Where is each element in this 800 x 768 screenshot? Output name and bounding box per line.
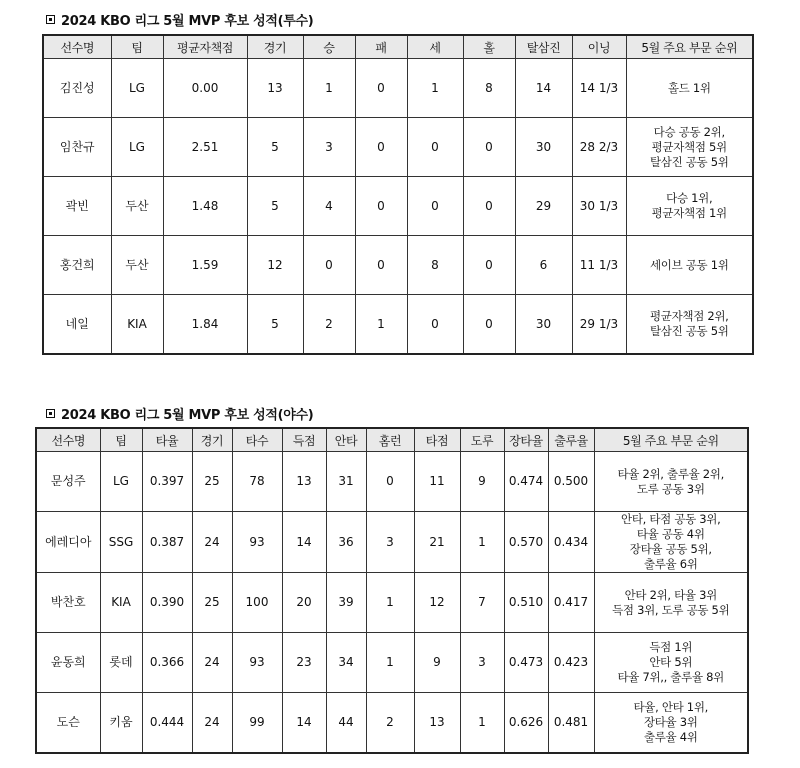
table-row [43, 177, 753, 236]
table-row [43, 118, 753, 177]
table-row [43, 59, 753, 118]
table-cell: 0.423 [548, 633, 594, 693]
table-cell: 0 [355, 177, 407, 236]
table-row [43, 236, 753, 295]
table-cell: 14 [282, 693, 326, 754]
table-cell: 곽빈 [43, 177, 111, 236]
table-cell: 0.626 [504, 693, 548, 754]
col-header: 도루 [460, 428, 504, 452]
col-header: 세 [407, 35, 463, 59]
rank-cell: 타율 2위, 출루율 2위, 도루 공동 3위 [594, 452, 748, 512]
col-header: 5월 주요 부문 순위 [594, 428, 748, 452]
table-cell: 0 [355, 59, 407, 118]
table-cell: 24 [192, 693, 232, 754]
table-cell: 0 [407, 295, 463, 355]
table-cell: 3 [460, 633, 504, 693]
table-cell: 0.510 [504, 573, 548, 633]
col-header: 타점 [414, 428, 460, 452]
table-cell: 1.59 [163, 236, 247, 295]
table-cell: 네일 [43, 295, 111, 355]
table-cell: 롯데 [100, 633, 142, 693]
table-cell: LG [111, 59, 163, 118]
col-header: 승 [303, 35, 355, 59]
table-cell: KIA [100, 573, 142, 633]
table-cell: 0.434 [548, 512, 594, 573]
table-cell: 30 [515, 295, 572, 355]
table-cell: 두산 [111, 236, 163, 295]
col-header: 평균자책점 [163, 35, 247, 59]
table-cell: 23 [282, 633, 326, 693]
table-row [43, 295, 753, 355]
col-header: 경기 [192, 428, 232, 452]
col-header: 선수명 [36, 428, 100, 452]
square-bullet-icon [46, 15, 55, 24]
table-cell: 30 1/3 [572, 177, 626, 236]
table-cell: 39 [326, 573, 366, 633]
table-cell: 0.397 [142, 452, 192, 512]
table-cell: LG [111, 118, 163, 177]
table-cell: 1 [407, 59, 463, 118]
col-header: 선수명 [43, 35, 111, 59]
table-row [36, 512, 748, 573]
table-cell: 0 [463, 118, 515, 177]
table-cell: 0 [366, 452, 414, 512]
table-cell: 99 [232, 693, 282, 754]
batter-title-text: 2024 KBO 리그 5월 MVP 후보 성적(야수) [61, 408, 314, 423]
table-cell: 박찬호 [36, 573, 100, 633]
rank-cell: 평균자책점 2위, 탈삼진 공동 5위 [626, 295, 753, 355]
pitcher-table-header [43, 35, 753, 59]
table-cell: 0 [355, 236, 407, 295]
table-cell: SSG [100, 512, 142, 573]
table-cell: 31 [326, 452, 366, 512]
table-cell: 5 [247, 295, 303, 355]
table-cell: 3 [366, 512, 414, 573]
table-cell: 0.570 [504, 512, 548, 573]
table-cell: 25 [192, 573, 232, 633]
table-cell: 12 [414, 573, 460, 633]
table-cell: 13 [247, 59, 303, 118]
col-header: 탈삼진 [515, 35, 572, 59]
col-header: 경기 [247, 35, 303, 59]
table-cell: 0 [407, 177, 463, 236]
col-header: 안타 [326, 428, 366, 452]
pitcher-section-title [46, 10, 313, 29]
batter-stats-table [35, 427, 749, 754]
rank-cell: 다승 1위, 평균자책점 1위 [626, 177, 753, 236]
table-cell: 8 [463, 59, 515, 118]
col-header: 팀 [100, 428, 142, 452]
table-cell: 2 [366, 693, 414, 754]
table-cell: 키움 [100, 693, 142, 754]
table-cell: 5 [247, 177, 303, 236]
rank-cell: 다승 공동 2위, 평균자책점 5위 탈삼진 공동 5위 [626, 118, 753, 177]
table-cell: 문성주 [36, 452, 100, 512]
table-row [36, 573, 748, 633]
table-cell: 2 [303, 295, 355, 355]
col-header: 패 [355, 35, 407, 59]
table-cell: 에레디아 [36, 512, 100, 573]
table-cell: 2.51 [163, 118, 247, 177]
col-header: 홀 [463, 35, 515, 59]
pitcher-title-text: 2024 KBO 리그 5월 MVP 후보 성적(투수) [61, 14, 314, 29]
rank-cell: 득점 1위 안타 5위 타율 7위,, 출루율 8위 [594, 633, 748, 693]
table-cell: 9 [460, 452, 504, 512]
rank-cell: 타율, 안타 1위, 장타율 3위 출루율 4위 [594, 693, 748, 754]
table-cell: 0.444 [142, 693, 192, 754]
table-row [36, 633, 748, 693]
table-cell: 홍건희 [43, 236, 111, 295]
table-cell: 1 [366, 573, 414, 633]
table-cell: 1.84 [163, 295, 247, 355]
table-cell: 0.481 [548, 693, 594, 754]
col-header: 장타율 [504, 428, 548, 452]
table-cell: 0.500 [548, 452, 594, 512]
rank-cell: 안타, 타점 공동 3위, 타율 공동 4위 장타율 공동 5위, 출루율 6위 [594, 512, 748, 573]
table-cell: 8 [407, 236, 463, 295]
table-cell: 13 [414, 693, 460, 754]
table-cell: 24 [192, 512, 232, 573]
table-cell: 1 [460, 693, 504, 754]
table-row [36, 693, 748, 754]
table-cell: 14 1/3 [572, 59, 626, 118]
table-cell: 1 [355, 295, 407, 355]
table-cell: 13 [282, 452, 326, 512]
table-cell: 29 1/3 [572, 295, 626, 355]
table-cell: LG [100, 452, 142, 512]
table-cell: 11 [414, 452, 460, 512]
table-cell: 1 [460, 512, 504, 573]
table-cell: 25 [192, 452, 232, 512]
table-cell: 34 [326, 633, 366, 693]
col-header: 이닝 [572, 35, 626, 59]
table-cell: 30 [515, 118, 572, 177]
col-header: 홈런 [366, 428, 414, 452]
col-header: 타수 [232, 428, 282, 452]
table-cell: 0.473 [504, 633, 548, 693]
table-cell: KIA [111, 295, 163, 355]
col-header: 출루율 [548, 428, 594, 452]
table-cell: 0 [407, 118, 463, 177]
table-cell: 0.00 [163, 59, 247, 118]
table-cell: 0 [463, 177, 515, 236]
table-cell: 14 [515, 59, 572, 118]
table-cell: 0 [355, 118, 407, 177]
table-cell: 44 [326, 693, 366, 754]
table-cell: 도슨 [36, 693, 100, 754]
table-cell: 12 [247, 236, 303, 295]
table-cell: 6 [515, 236, 572, 295]
table-cell: 1.48 [163, 177, 247, 236]
table-cell: 0.390 [142, 573, 192, 633]
square-bullet-icon [46, 409, 55, 418]
rank-cell: 세이브 공동 1위 [626, 236, 753, 295]
table-cell: 김진성 [43, 59, 111, 118]
table-cell: 11 1/3 [572, 236, 626, 295]
table-cell: 4 [303, 177, 355, 236]
col-header: 득점 [282, 428, 326, 452]
table-cell: 1 [303, 59, 355, 118]
table-cell: 20 [282, 573, 326, 633]
table-cell: 0.474 [504, 452, 548, 512]
table-cell: 두산 [111, 177, 163, 236]
table-cell: 29 [515, 177, 572, 236]
table-cell: 9 [414, 633, 460, 693]
table-cell: 0 [303, 236, 355, 295]
table-cell: 0.387 [142, 512, 192, 573]
table-cell: 14 [282, 512, 326, 573]
table-cell: 100 [232, 573, 282, 633]
batter-table-header [36, 428, 748, 452]
table-cell: 0.417 [548, 573, 594, 633]
table-cell: 윤동희 [36, 633, 100, 693]
table-cell: 93 [232, 512, 282, 573]
table-row [36, 452, 748, 512]
table-cell: 임찬규 [43, 118, 111, 177]
col-header: 5월 주요 부문 순위 [626, 35, 753, 59]
rank-cell: 홀드 1위 [626, 59, 753, 118]
batter-section-title [46, 404, 313, 423]
table-cell: 0 [463, 236, 515, 295]
table-cell: 24 [192, 633, 232, 693]
table-cell: 3 [303, 118, 355, 177]
table-cell: 5 [247, 118, 303, 177]
table-cell: 0 [463, 295, 515, 355]
table-cell: 21 [414, 512, 460, 573]
table-cell: 28 2/3 [572, 118, 626, 177]
rank-cell: 안타 2위, 타율 3위 득점 3위, 도루 공동 5위 [594, 573, 748, 633]
table-cell: 93 [232, 633, 282, 693]
col-header: 타율 [142, 428, 192, 452]
table-cell: 78 [232, 452, 282, 512]
col-header: 팀 [111, 35, 163, 59]
table-cell: 7 [460, 573, 504, 633]
pitcher-stats-table [42, 34, 754, 355]
table-cell: 36 [326, 512, 366, 573]
table-cell: 0.366 [142, 633, 192, 693]
table-cell: 1 [366, 633, 414, 693]
